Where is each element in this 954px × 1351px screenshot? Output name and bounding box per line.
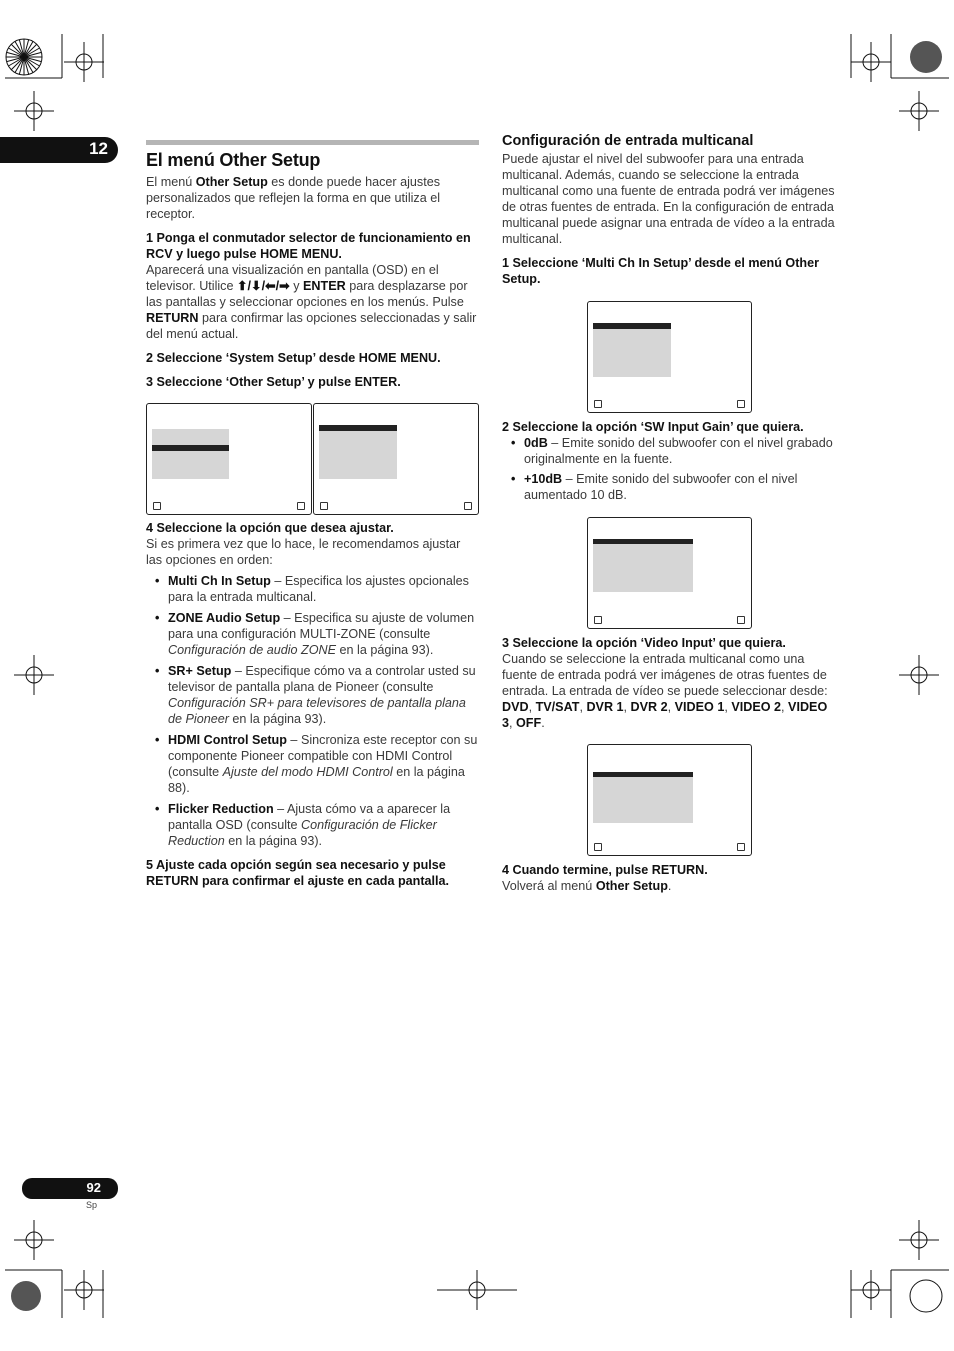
step-1-text: Aparecerá una visualización en pantalla (OSD) en el televisor. Utilice ⬆/⬇/⬅/➡ y ENTER para desplazarse por las pantallas y seleccionar opciones en los menús. Pulse RETURN para confirmar las opciones seleccionadas y salir del menú actual. [146, 263, 477, 341]
right-step-4-heading: 4 Cuando termine, pulse RETURN. [502, 863, 708, 877]
step-3-heading: 3 Seleccione ‘Other Setup’ y pulse ENTER. [146, 375, 401, 389]
list-item: • 0dB – Emite sonido del subwoofer con el nivel grabado originalmente en la fuente. [502, 435, 837, 467]
osd-corner-icon [737, 400, 745, 408]
step-2-heading: 2 Seleccione ‘System Setup’ desde HOME MENU. [146, 351, 441, 365]
subsection-title: Configuración de entrada multicanal [502, 133, 754, 149]
osd-sw-gain-screen [587, 517, 752, 629]
right-column [502, 133, 837, 287]
right-step-3-heading: 3 Seleccione la opción ‘Video Input’ que quiera. [502, 636, 786, 650]
osd-corner-icon [594, 400, 602, 408]
osd-settings-panel [593, 544, 693, 592]
left-column-lower [146, 520, 479, 889]
chapter-tab [0, 137, 118, 163]
list-item: • SR+ Setup – Especifique cómo va a controlar usted su televisor de pantalla plana de Pioneer (consulte Configuración SR+ para televisores de pantalla plana de Pioneer en la página 93). [146, 663, 479, 727]
step-5-heading: 5 Ajuste cada opción según sea necesario y pulse RETURN para confirmar el ajuste en cada pantalla. [146, 858, 450, 888]
osd-multich-setup-screen [587, 301, 752, 413]
page-language: Sp [86, 1200, 98, 1210]
right-step-3-text: Cuando se seleccione la entrada multicanal como una fuente de entrada podrá ver imágenes de otras fuentes de entrada. La entrada de vídeo se puede seleccionar desde: DVD, TV/SAT, DVR 1, DVR 2, VIDEO 1, VIDEO 2, VIDEO 3, OFF. [502, 652, 828, 730]
right-step-3 [502, 635, 837, 731]
list-item: • Flicker Reduction – Ajusta cómo va a aparecer la pantalla OSD (consulte Configuración de Flicker Reduction en la página 93). [146, 801, 479, 849]
list-item: • HDMI Control Setup – Sincroniza este receptor con su componente Pioneer compatible con HDMI Control (consulte Ajuste del modo HDMI Control en la página 88). [146, 732, 479, 796]
gain-options-list [502, 435, 837, 503]
multich-intro: Puede ajustar el nivel del subwoofer para una entrada multicanal. Además, cuando se seleccione la entrada multicanal como una fuente de entrada podrá ver imágenes de otras fuentes de entrada. En la configuración de entrada multicanal puede asignar una entrada de vídeo a la entrada multicanal. [502, 152, 835, 246]
osd-corner-icon [464, 502, 472, 510]
osd-corner-icon [594, 843, 602, 851]
osd-corner-icon [737, 843, 745, 851]
left-column [146, 140, 479, 390]
page-number-tab [22, 1178, 118, 1199]
osd-settings-panel [593, 777, 693, 823]
osd-other-setup-screen [313, 403, 479, 515]
section-rule [146, 140, 479, 145]
osd-corner-icon [153, 502, 161, 510]
step-1-heading: 1 Ponga el conmutador selector de funcionamiento en RCV y luego pulse HOME MENU. [146, 231, 471, 261]
options-list [146, 573, 479, 849]
list-item: • ZONE Audio Setup – Especifica su ajuste de volumen para una configuración MULTI-ZONE (consulte Configuración de audio ZONE en la página 93). [146, 610, 479, 658]
right-step-1-heading: 1 Seleccione ‘Multi Ch In Setup’ desde el menú Other Setup. [502, 256, 820, 286]
osd-corner-icon [297, 502, 305, 510]
osd-video-input-screen [587, 744, 752, 856]
intro-paragraph: El menú Other Setup es donde puede hacer ajustes personalizados que reflejen la forma en que utiliza el receptor. [146, 175, 441, 221]
right-step-2 [502, 419, 837, 503]
chapter-number: 12 [89, 139, 108, 158]
step-4-text: Si es primera vez que lo hace, le recomendamos ajustar las opciones en orden: [146, 537, 461, 567]
section-title: El menú Other Setup [146, 150, 321, 170]
osd-menu-list [319, 431, 397, 479]
osd-menu-list [152, 429, 229, 479]
osd-highlight-bar [152, 445, 229, 451]
step-4-heading: 4 Seleccione la opción que desea ajustar. [146, 521, 394, 535]
right-step-4-text: Volverá al menú Other Setup. [502, 879, 672, 893]
osd-home-menu-screen [146, 403, 312, 515]
osd-corner-icon [320, 502, 328, 510]
right-step-4 [502, 862, 837, 894]
osd-corner-icon [737, 616, 745, 624]
list-item: • Multi Ch In Setup – Especifica los ajustes opcionales para la entrada multicanal. [146, 573, 479, 605]
osd-menu-list [593, 329, 671, 377]
osd-corner-icon [594, 616, 602, 624]
right-step-2-heading: 2 Seleccione la opción ‘SW Input Gain’ que quiera. [502, 420, 804, 434]
list-item: • +10dB – Emite sonido del subwoofer con el nivel aumentado 10 dB. [502, 471, 837, 503]
page-number: 92 [86, 1180, 101, 1195]
